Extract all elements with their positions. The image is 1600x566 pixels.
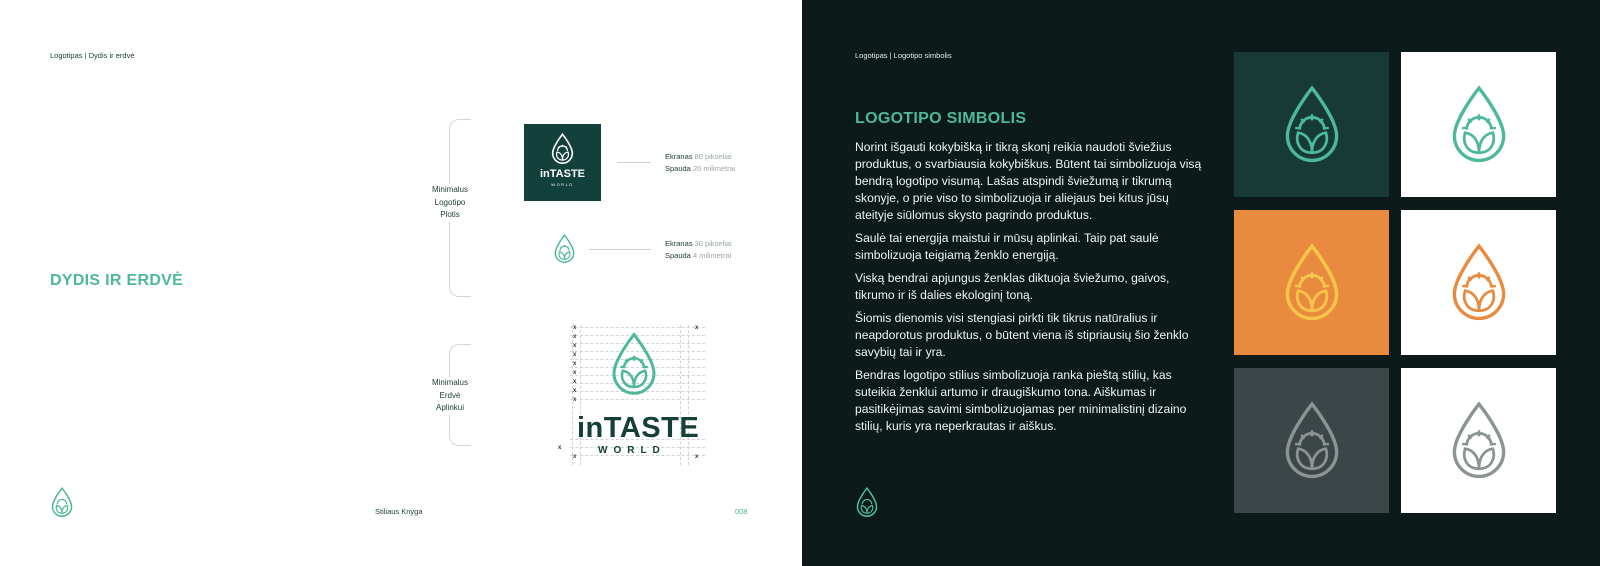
logo-wordmark: inTASTE (539, 168, 585, 180)
grid-marker: x (573, 325, 577, 331)
grid-marker: x (573, 454, 577, 460)
bracket-label-line: Erdvė (439, 390, 461, 400)
bracket-label-line: Logotipo (434, 197, 466, 207)
grid-marker: x (573, 343, 577, 349)
bracket-label-line: Plotis (440, 210, 460, 219)
paragraph: Saulė tai energija maistui ir mūsų aplinkai. Taip pat saulė simbolizuoja teigiamą ženklo energiją. (855, 231, 1159, 262)
logo-color-tile (1234, 210, 1389, 355)
logo-wordmark: inTASTE (577, 412, 700, 444)
droplet-sun-leaf-logo-icon (1281, 243, 1343, 323)
grid-marker: x (695, 325, 699, 331)
droplet-sun-leaf-logo-icon (1281, 401, 1343, 481)
section-title: DYDIS IR ERDVĖ (50, 272, 184, 289)
grid-marker: x (695, 454, 699, 460)
grid-marker: x (573, 397, 577, 403)
body-text (855, 139, 1203, 441)
section-title: LOGOTIPO SIMBOLIS (855, 110, 1027, 127)
spec-label: Ekranas (665, 239, 693, 248)
spec-label: Ekranas (665, 152, 693, 161)
grid-marker: x (573, 388, 577, 394)
droplet-sun-leaf-logo-icon (1448, 401, 1510, 481)
bracket-label-line: Aplinkui (435, 403, 464, 412)
bracket-label-line: Minimalus (431, 185, 468, 194)
spec-value: 80 pikseliai (694, 152, 732, 161)
leader-line (589, 249, 651, 250)
page-number: 008 (735, 507, 748, 516)
footer-book-title: Stiliaus Knyga (375, 507, 423, 516)
droplet-sun-leaf-logo-icon (1448, 85, 1510, 165)
droplet-sun-leaf-logo-icon (1448, 243, 1510, 323)
grid-marker: x (573, 370, 577, 376)
paragraph: Šiomis dienomis visi stengiasi pirkti tik tikrus natūralius ir neapdorotus produktus, o būtent viena iš stipriausių šio ženklo savybių tai ir yra. (855, 311, 1189, 359)
logo-color-tile (1234, 52, 1389, 197)
logo-color-tile (1401, 52, 1556, 197)
spec-label: Spauda (665, 251, 691, 260)
spec-large (665, 151, 735, 175)
logo-color-tile (1234, 368, 1389, 513)
spec-small (665, 238, 732, 262)
bracket-label-line: Minimalus (431, 378, 468, 387)
grid-marker: x (573, 352, 577, 358)
paragraph: Viską bendrai apjungus ženklas diktuoja šviežumo, gaivos, tikrumo ir iš dalies ekologinį toną. (855, 271, 1170, 302)
droplet-sun-leaf-logo-icon (553, 234, 576, 264)
breadcrumb: Logotipas | Logotipo simbolis (855, 51, 952, 60)
bracket-label-min-width (410, 184, 490, 222)
bracket-label-min-space (410, 377, 490, 415)
droplet-sun-leaf-logo-icon (855, 487, 879, 518)
grid-line (570, 399, 705, 400)
paragraph: Bendras logotipo stilius simbolizuoja ranka pieštą stilių, kas suteikia ženklui artumo ir draugiškumo tona. Aiškumas ir pasitikėjimas savimi simbolizuojamas per minimalistinį dizaino stilių, kuris yra neperkrautas ir aiškus. (855, 368, 1187, 433)
droplet-sun-leaf-logo-icon (1281, 85, 1343, 165)
spec-label: Spauda (665, 164, 691, 173)
right-page (802, 0, 1600, 566)
spec-value: 20 milimetrai (692, 164, 736, 173)
grid-marker: x (573, 334, 577, 340)
grid-marker: x (573, 379, 577, 385)
droplet-sun-leaf-logo-icon (550, 133, 575, 165)
logo-wordmark-sub: WORLD (598, 445, 666, 456)
logo-color-tile (1401, 368, 1556, 513)
breadcrumb: Logotipas | Dydis ir erdvė (50, 51, 135, 60)
paragraph: Norint išgauti kokybišką ir tikrą skonį reikia naudoti šviežius produktus, o svarbiausia kokybiškus. Būtent tai simbolizuoja visą bendrą logotipo visumą. Lašas atspindi šviežumą ir tikrumą skonyje, o prie viso to simbolizuoja ir aliejaus bei kitus jūsų ateityje siūlomus skysto pagrindo produktus. (855, 140, 1202, 222)
droplet-sun-leaf-logo-icon (50, 487, 74, 518)
droplet-sun-leaf-logo-icon (609, 332, 659, 397)
leader-line (617, 162, 651, 163)
logo-wordmark-sub: WORLD (551, 182, 574, 187)
grid-line (570, 327, 705, 328)
grid-marker: x (573, 361, 577, 367)
spec-value: 4 milimetrai (692, 251, 732, 260)
logo-large-sample (524, 124, 601, 201)
spec-value: 30 pikseliai (694, 239, 732, 248)
grid-marker: x (558, 445, 562, 451)
logo-color-tile (1401, 210, 1556, 355)
